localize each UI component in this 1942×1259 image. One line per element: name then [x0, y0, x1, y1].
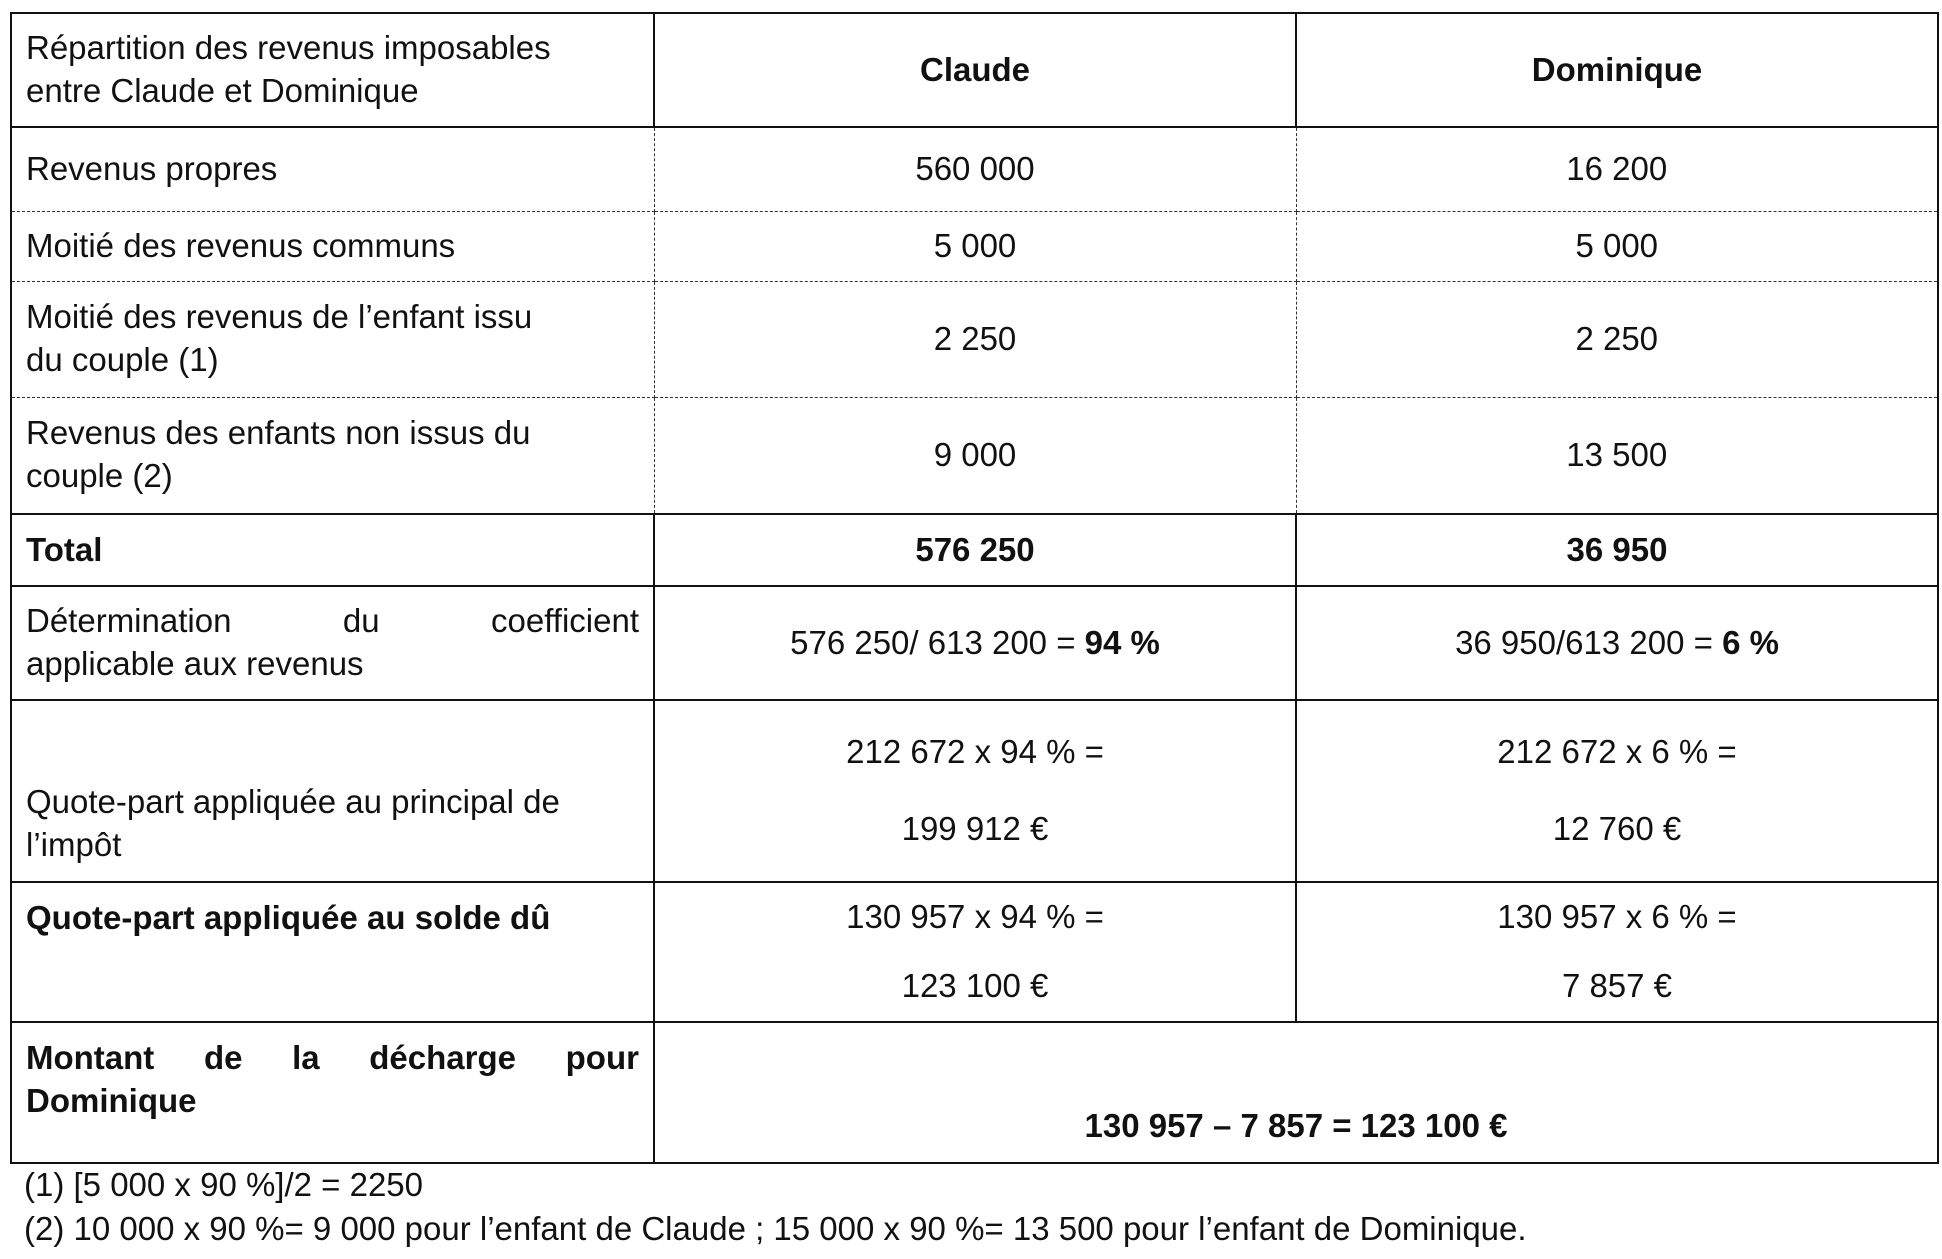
cell-dominique: 13 500 — [1296, 397, 1938, 514]
cell-claude — [654, 882, 1296, 1022]
table-row-total — [11, 514, 1938, 586]
row-label — [11, 1022, 654, 1163]
row-label-line2: couple (2) — [26, 457, 173, 495]
revenue-allocation-table — [10, 12, 1939, 1164]
row-label: Moitié des revenus communs — [11, 211, 654, 281]
cell-dominique — [1296, 882, 1938, 1022]
row-label-line2: du couple (1) — [26, 341, 219, 378]
table-row-moitie-communs — [11, 211, 1938, 281]
row-label-word-5: pour — [565, 1039, 639, 1076]
coefficient-value: 94 % — [1084, 623, 1160, 661]
header-label — [11, 13, 654, 127]
cell-claude: 560 000 — [654, 127, 1296, 211]
row-label-word-1: Détermination — [26, 602, 232, 640]
result-value: 199 912 € — [901, 810, 1049, 847]
table-row-revenus-propres — [11, 127, 1938, 211]
row-label-line2: l’impôt — [26, 825, 122, 863]
cell-dominique: 2 250 — [1296, 281, 1938, 397]
row-label-line1-wrap — [26, 1037, 639, 1080]
row-label — [11, 397, 654, 514]
cell-claude: 2 250 — [654, 281, 1296, 397]
cell-dominique: 16 200 — [1296, 127, 1938, 211]
header-claude: Claude — [654, 13, 1296, 127]
calc-text: 130 957 x 6 % = — [1497, 898, 1737, 936]
cell-claude: 576 250 — [654, 514, 1296, 586]
row-label-word-1: Montant — [26, 1039, 155, 1076]
cell-claude — [654, 700, 1296, 882]
row-label-word-2: du — [342, 602, 380, 640]
calc-text: 130 957 x 94 % = — [846, 898, 1104, 936]
header-label-line1: Répartition des revenus imposables — [26, 29, 551, 67]
table-row-quote-part-principal — [11, 700, 1938, 882]
result-value: 12 760 € — [1552, 810, 1682, 847]
row-label-line1-wrap — [26, 781, 639, 824]
cell-claude — [654, 586, 1296, 700]
row-label-word-2: de — [203, 1039, 243, 1076]
table-row-enfants-non-issus — [11, 397, 1938, 514]
footnote-2: (2) 10 000 x 90 %= 9 000 pour l’enfant de Claude ; 15 000 x 90 %= 13 500 pour l’enfant de Dominique. — [24, 1210, 1527, 1247]
row-label-line1: Moitié des revenus de l’enfant issu — [26, 298, 533, 336]
calc-text: 212 672 x 6 % = — [1497, 733, 1737, 771]
row-label — [11, 586, 654, 700]
row-label-line1: Revenus des enfants non issus du — [26, 414, 531, 452]
row-label-line2: applicable aux revenus — [26, 645, 364, 682]
cell-dominique: 5 000 — [1296, 211, 1938, 281]
row-label-line1: Quote-part appliquée au principal de — [26, 783, 560, 820]
calc-text: 36 950/613 200 = — [1455, 623, 1723, 661]
row-label-line1-wrap — [26, 600, 639, 643]
row-label: Revenus propres — [11, 127, 654, 211]
calc-text: 576 250/ 613 200 = — [790, 623, 1085, 661]
footnote-1: (1) [5 000 x 90 %]/2 = 2250 — [24, 1166, 424, 1203]
calc-stack — [1311, 731, 1923, 851]
row-label-word-3: coefficient — [491, 602, 639, 640]
cell-dominique — [1296, 700, 1938, 882]
coefficient-value: 6 % — [1722, 623, 1779, 661]
row-label-word-3: la — [292, 1039, 320, 1076]
row-label: Total — [11, 514, 654, 586]
calc-text: 212 672 x 94 % = — [846, 733, 1104, 771]
table-row-quote-part-solde — [11, 882, 1938, 1022]
header-dominique: Dominique — [1296, 13, 1938, 127]
header-label-line2: entre Claude et Dominique — [26, 72, 419, 109]
table-row-decharge — [11, 1022, 1938, 1163]
cell-dominique: 36 950 — [1296, 514, 1938, 586]
cell-claude: 9 000 — [654, 397, 1296, 514]
row-label — [11, 281, 654, 397]
cell-decharge-value: 130 957 – 7 857 = 123 100 € — [654, 1022, 1938, 1163]
row-label — [11, 700, 654, 882]
cell-dominique — [1296, 586, 1938, 700]
calc-stack — [669, 731, 1281, 851]
table-row-coefficient — [11, 586, 1938, 700]
row-label: Quote-part appliquée au solde dû — [11, 882, 654, 1022]
row-label-line2: Dominique — [26, 1081, 197, 1119]
calc-stack — [1311, 896, 1923, 1008]
footnotes — [24, 1163, 1527, 1251]
cell-claude: 5 000 — [654, 211, 1296, 281]
result-value: 123 100 € — [901, 967, 1049, 1004]
table-row-moitie-enfant — [11, 281, 1938, 397]
calc-stack — [669, 896, 1281, 1008]
row-label-word-4: décharge — [369, 1039, 516, 1076]
table-header-row — [11, 13, 1938, 127]
result-value: 7 857 € — [1561, 967, 1673, 1004]
